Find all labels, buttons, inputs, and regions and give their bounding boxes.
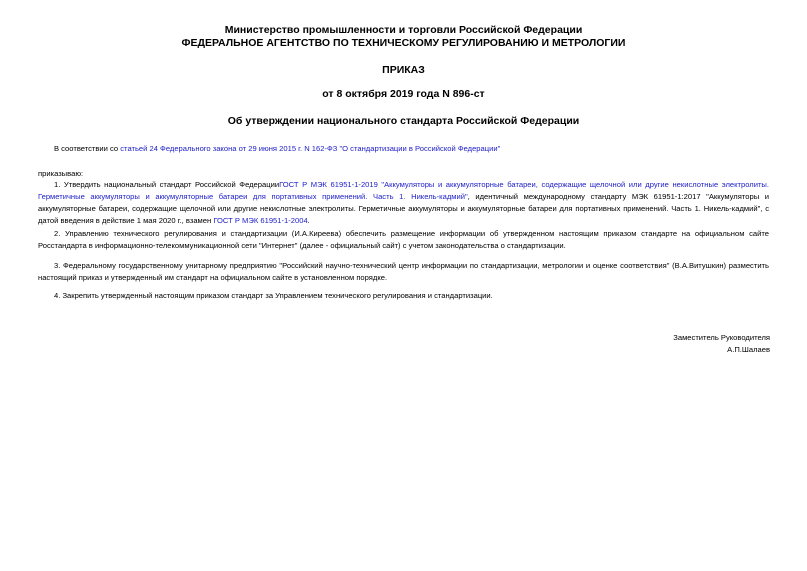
preamble-text: В соответствии со bbox=[54, 144, 121, 153]
order-label: ПРИКАЗ bbox=[382, 64, 425, 76]
signature-name: А.П.Шалаев bbox=[727, 345, 770, 354]
paragraph-1-middle: , идентичный международному стандарту МЭК 61951-1:2017 "Аккумуляторы и аккумуляторные батареи, содержащие щелочной или другие некислотные электролиты. Герметичные аккумуляторы и аккумуляторные батареи для портативных применений. Часть 1. Никель-кадмий", с датой введения в действие 1 мая 2020 г., взамен bbox=[38, 192, 770, 225]
paragraph-2: 2. Управлению технического регулирования и стандартизации (И.А.Киреева) обеспечить размещение информации об утвержденном настоящим приказом стандарте на официальном сайте Росстандарта в информационно-телекоммуникационной сети "Интернет" (далее - официальный сайт) с учетом законодательства о стандартизации. bbox=[38, 229, 769, 250]
paragraph-1 bbox=[38, 179, 769, 227]
document-title: Об утверждении национального стандарта Российской Федерации bbox=[227, 115, 580, 127]
order-date: от 8 октября 2019 года N 896-ст bbox=[322, 88, 485, 100]
paragraph-1-start: 1. Утвердить национальный стандарт Российской Федерации bbox=[54, 180, 280, 189]
federal-law-link[interactable]: статьей 24 Федерального закона от 29 июня 2015 г. N 162-ФЗ "О стандартизации в Российской Федерации" bbox=[120, 144, 501, 153]
signature-position: Заместитель Руководителя bbox=[673, 333, 770, 342]
paragraph-1-end: . bbox=[307, 216, 310, 225]
gost-2004-link[interactable]: ГОСТ Р МЭК 61951-1-2004 bbox=[213, 216, 308, 225]
paragraph-3: 3. Федеральному государственному унитарному предприятию "Российский научно-технический центр информации по стандартизации, метрологии и оценке соответствия" (В.А.Витушкин) разместить настоящий приказ и утвержденный им стандарт на официальном сайте в установленном порядке. bbox=[38, 261, 769, 282]
agency-name: ФЕДЕРАЛЬНОЕ АГЕНТСТВО ПО ТЕХНИЧЕСКОМУ РЕГУЛИРОВАНИЮ И МЕТРОЛОГИИ bbox=[181, 37, 626, 49]
order-word: приказываю: bbox=[38, 169, 84, 178]
paragraph-4: 4. Закрепить утвержденный настоящим приказом стандарт за Управлением технического регулирования и стандартизации. bbox=[54, 291, 493, 300]
gost-2019-link[interactable]: ГОСТ Р МЭК 61951-1-2019 "Аккумуляторы и аккумуляторные батареи, содержащие щелочной или другие некислотные электролиты. Герметичные аккумуляторы и аккумуляторные батареи для портативных применений. Часть 1. Никель-кадмий" bbox=[38, 180, 769, 201]
preamble bbox=[54, 143, 500, 155]
ministry-name: Министерство промышленности и торговли Российской Федерации bbox=[224, 24, 583, 36]
